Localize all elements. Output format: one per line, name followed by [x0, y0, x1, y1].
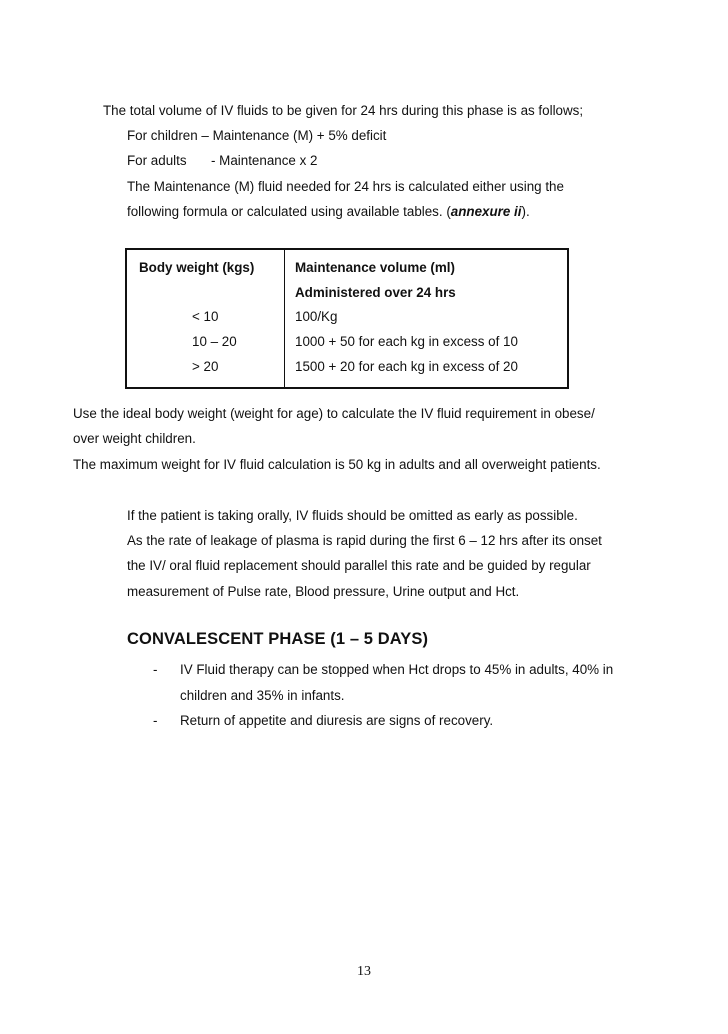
bullet-1-line1: IV Fluid therapy can be stopped when Hct drops to 45% in adults, 40% in: [180, 662, 614, 677]
table-cell-weight: > 20: [192, 359, 219, 374]
table-cell-volume: 100/Kg: [295, 309, 338, 324]
adults-rule-value: - Maintenance x 2: [211, 153, 318, 168]
table-cell-weight: 10 – 20: [192, 334, 237, 349]
convalescent-phase-heading: CONVALESCENT PHASE (1 – 5 DAYS): [127, 630, 429, 648]
oral-line2: As the rate of leakage of plasma is rapid during the first 6 – 12 hrs after its onset: [127, 533, 602, 548]
bullet-dash: -: [153, 662, 158, 677]
table-cell-weight: < 10: [192, 309, 219, 324]
annexure-reference: annexure ii: [450, 204, 522, 219]
ideal-weight-line1: Use the ideal body weight (weight for age) to calculate the IV fluid requirement in obese/: [73, 406, 595, 421]
maintenance-fluid-table: [125, 248, 569, 389]
bullet-2-line1: Return of appetite and diuresis are signs of recovery.: [180, 713, 494, 728]
bullet-dash: -: [153, 713, 158, 728]
table-column-divider: [284, 250, 285, 387]
header-administered: Administered over 24 hrs: [295, 285, 456, 300]
oral-line1: If the patient is taking orally, IV fluids should be omitted as early as possible.: [127, 508, 578, 523]
table-cell-volume: 1500 + 20 for each kg in excess of 20: [295, 359, 518, 374]
maintenance-explanation-line2: following formula or calculated using available tables. (annexure ii).: [127, 204, 530, 219]
oral-line3: the IV/ oral fluid replacement should parallel this rate and be guided by regular: [127, 558, 591, 573]
children-rule: For children – Maintenance (M) + 5% deficit: [127, 128, 387, 143]
ideal-weight-line2: over weight children.: [73, 431, 196, 446]
oral-line4: measurement of Pulse rate, Blood pressure, Urine output and Hct.: [127, 584, 520, 599]
bullet-1-line2: children and 35% in infants.: [180, 688, 345, 703]
maintenance-explanation-line1: The Maintenance (M) fluid needed for 24 hrs is calculated either using the: [127, 179, 564, 194]
table-cell-volume: 1000 + 50 for each kg in excess of 10: [295, 334, 518, 349]
adults-rule-label: For adults: [127, 153, 187, 168]
page-number: 13: [357, 964, 371, 979]
max-weight-line: The maximum weight for IV fluid calculation is 50 kg in adults and all overweight patients.: [73, 457, 601, 472]
header-body-weight: Body weight (kgs): [139, 260, 255, 275]
intro-line: The total volume of IV fluids to be given for 24 hrs during this phase is as follows;: [103, 103, 584, 118]
header-maintenance-volume: Maintenance volume (ml): [295, 260, 455, 275]
